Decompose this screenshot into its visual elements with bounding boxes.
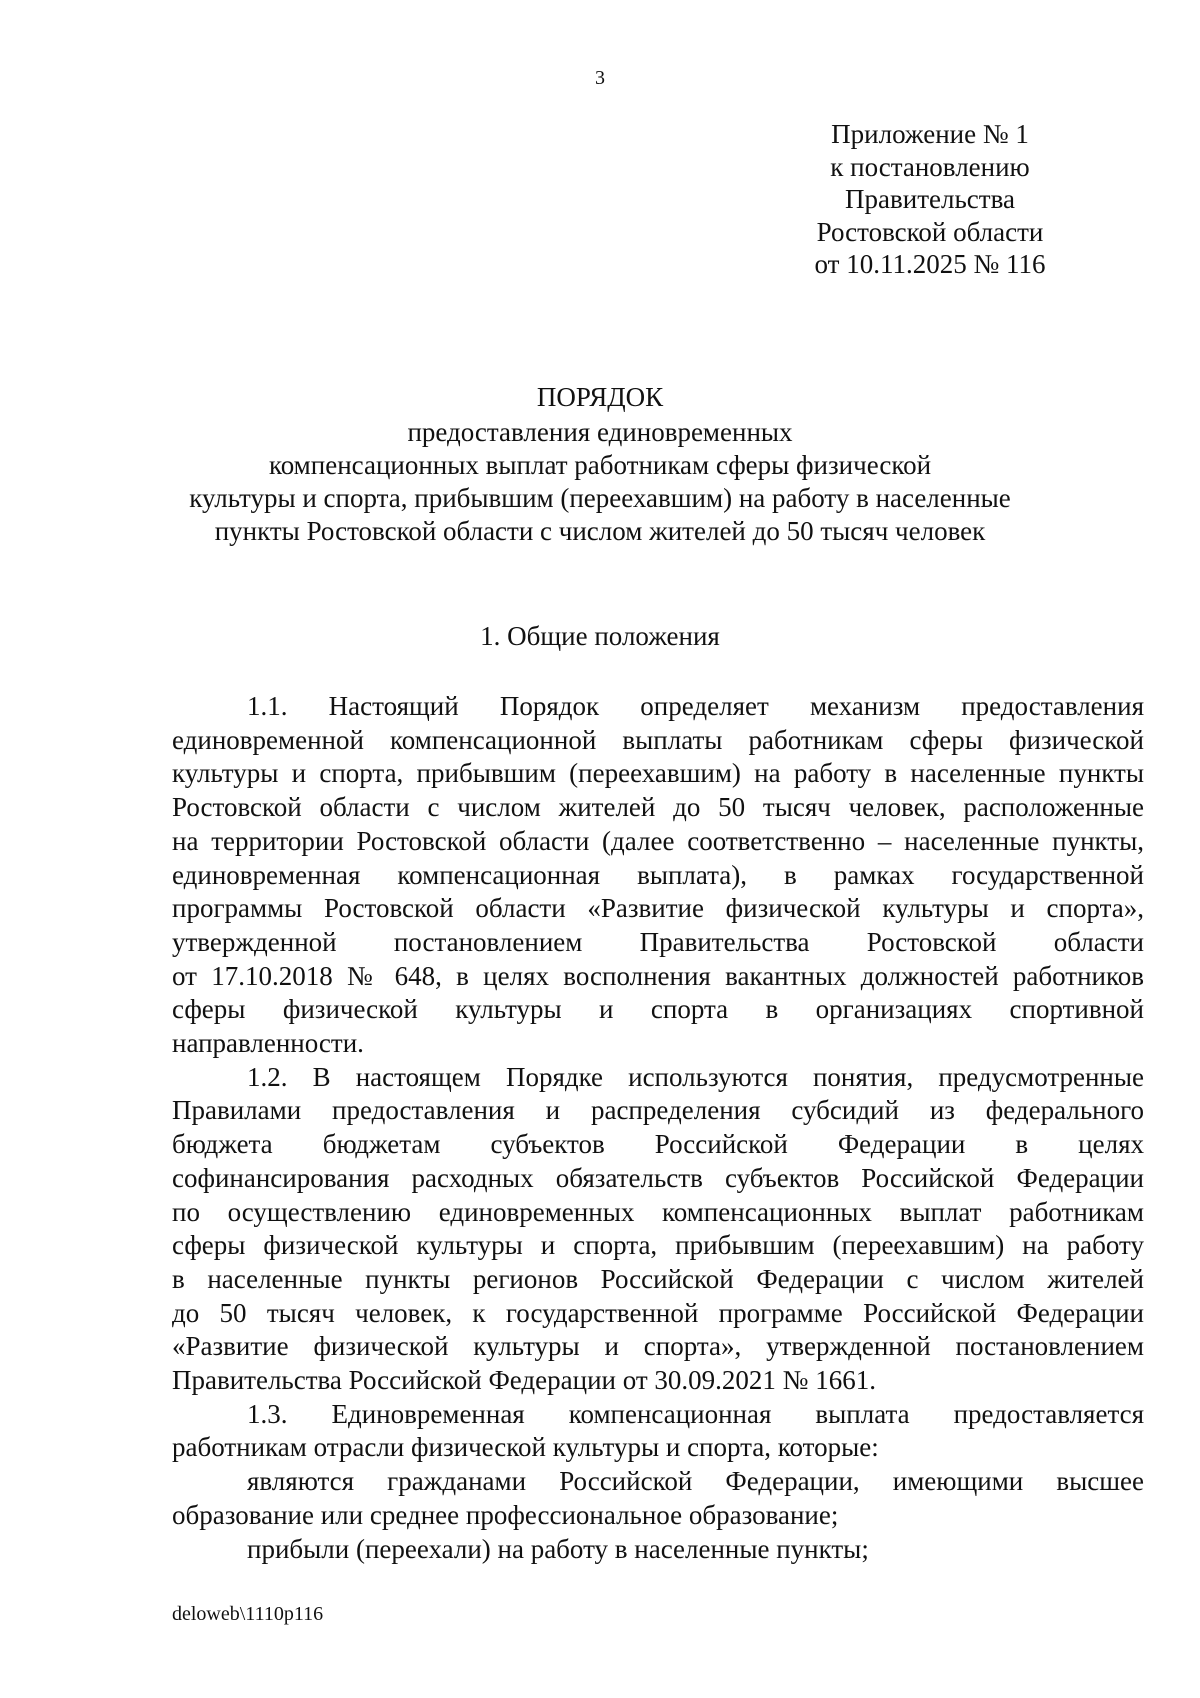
- paragraph-line: утвержденной постановлением Правительства Ростовской области: [172, 926, 1144, 957]
- appendix-line: Ростовской области: [816, 216, 1044, 247]
- paragraph-line: 1.2. В настоящем Порядке используются понятия, предусмотренные: [247, 1061, 1144, 1092]
- appendix-line: Приложение № 1: [831, 119, 1029, 149]
- appendix-line: Правительства: [845, 184, 1015, 214]
- document-subtitle: [0, 416, 1200, 548]
- paragraph-line: Правилами предоставления и распределения субсидий из федерального: [172, 1095, 1144, 1126]
- subtitle-line: пункты Ростовской области с числом жителей до 50 тысяч человек: [214, 516, 986, 546]
- paragraph-line: единовременной компенсационной выплаты работникам сферы физической: [172, 724, 1144, 755]
- paragraph-line: до 50 тысяч человек, к государственной программе Российской Федерации: [172, 1297, 1144, 1328]
- page-number: 3: [595, 67, 605, 89]
- paragraph-line: по осуществлению единовременных компенсационных выплат работникам: [172, 1196, 1144, 1227]
- paragraph-line: от 17.10.2018 № 648, в целях восполнения вакантных должностей работников: [172, 960, 1144, 991]
- body-text: [172, 690, 1144, 1566]
- paragraph-line: 1.1. Настоящий Порядок определяет механизм предоставления: [247, 691, 1144, 721]
- paragraph-line: сферы физической культуры и спорта в организациях спортивной: [172, 994, 1144, 1025]
- paragraph-line: образование или среднее профессиональное образование;: [172, 1499, 839, 1530]
- appendix-line: к постановлению: [830, 151, 1030, 182]
- paragraph-line: «Развитие физической культуры и спорта», утвержденной постановлением: [172, 1331, 1144, 1362]
- paragraph-line: бюджета бюджетам субъектов Российской Федерации в целях: [172, 1129, 1144, 1160]
- paragraph-line: 1.3. Единовременная компенсационная выплата предоставляется: [247, 1398, 1144, 1429]
- paragraph: [172, 1061, 1144, 1398]
- paragraph-line: в населенные пункты регионов Российской Федерации с числом жителей: [172, 1263, 1144, 1294]
- paragraph-line: прибыли (переехали) на работу в населенные пункты;: [247, 1533, 869, 1564]
- paragraph: [172, 1398, 1144, 1465]
- subtitle-line: культуры и спорта, прибывшим (переехавшим) на работу в населенные: [189, 483, 1011, 513]
- paragraph-line: Ростовской области с числом жителей до 50 тысяч человек, расположенные: [172, 792, 1144, 823]
- document-title: ПОРЯДОК: [536, 382, 664, 412]
- paragraph: [172, 690, 1144, 1061]
- paragraph-line: программы Ростовской области «Развитие физической культуры и спорта»,: [172, 893, 1144, 924]
- paragraph-line: работникам отрасли физической культуры и спорта, которые:: [172, 1432, 879, 1463]
- subtitle-line: предоставления единовременных: [407, 417, 793, 447]
- paragraph-line: являются гражданами Российской Федерации, имеющими высшее: [247, 1466, 1144, 1497]
- paragraph-line: софинансирования расходных обязательств субъектов Российской Федерации: [172, 1162, 1144, 1193]
- paragraph-line: Правительства Российской Федерации от 30.09.2021 № 1661.: [172, 1365, 876, 1396]
- paragraph-line: на территории Ростовской области (далее соответственно – населенные пункты,: [172, 825, 1144, 856]
- appendix-line: от 10.11.2025 № 116: [814, 249, 1046, 279]
- appendix-block: [740, 118, 1120, 281]
- paragraph-line: сферы физической культуры и спорта, прибывшим (переехавшим) на работу: [172, 1230, 1144, 1261]
- paragraph-line: культуры и спорта, прибывшим (переехавшим) на работу в населенные пункты: [172, 758, 1144, 789]
- paragraph-line: единовременная компенсационная выплата), в рамках государственной: [172, 859, 1144, 890]
- subtitle-line: компенсационных выплат работникам сферы физической: [268, 450, 932, 480]
- paragraph: [172, 1465, 1144, 1532]
- paragraph-line: направленности.: [172, 1028, 364, 1059]
- paragraph: [172, 1533, 1144, 1567]
- footer-reference: deloweb\1110p116: [172, 1603, 324, 1625]
- section-heading: 1. Общие положения: [480, 621, 720, 651]
